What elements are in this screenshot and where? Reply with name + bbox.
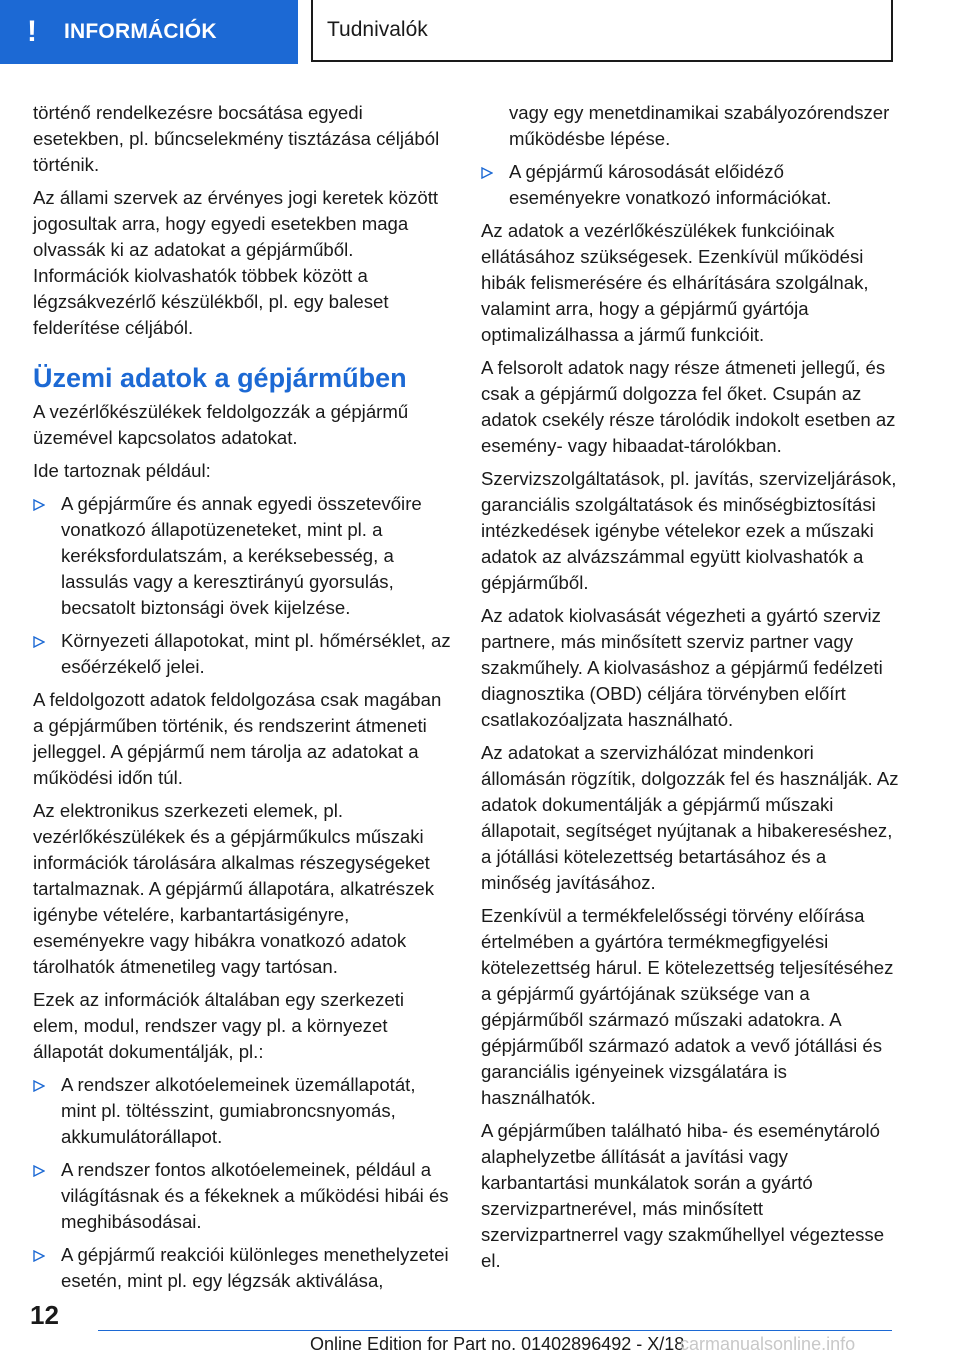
paragraph: történő rendelkezésre bocsátása egyedi esetekben, pl. bűncselekmény tisztázása céljából történik.: [33, 102, 440, 175]
paragraph: Az adatokat a szervizhálózat mindenkori állomásán rögzítik, dolgozzák fel és használják. Az adatok dokumentálják a gépjármű műszaki állapotait, segítséget nyújtanak a hibakereséshez, a jótállási kötelezettség betartásához és a minőség javításához.: [481, 742, 899, 893]
triangle-bullet-icon: [33, 1242, 61, 1294]
list-item: A gépjármű reakciói különleges menethelyzetei esetén, mint pl. egy légzsák aktiválása,: [33, 1242, 451, 1294]
list-item-continuation: vagy egy menetdinamikai szabályozórendszer működésbe lépése.: [509, 102, 890, 149]
paragraph: A felsorolt adatok nagy része átmeneti jellegű, és csak a gépjármű dolgozza fel őket. Csupán az adatok csekély része tárolódik indokolt esetben az esemény- vagy hibaadat-tárolókban.: [481, 357, 896, 456]
edition-text: Online Edition for Part no. 01402896492 - X/18: [310, 1334, 685, 1354]
paragraph: Az adatok a vezérlőkészülékek funkcióinak ellátásához szükségesek. Ezenkívül működési hibák felismerésére és elhárítására szolgálnak, valamint arra, hogy a gépjármű gyártója optimalizálhassa a jármű funkcióit.: [481, 220, 869, 345]
paragraph: A gépjárműben található hiba- és eseménytároló alaphelyzetbe állítását a javítási vagy karbantartási munkálatok során a gyártó szervizpartnerével, más minősített szervizpartnerrel vagy szakműhellyel végeztesse el.: [481, 1120, 885, 1271]
footer-divider: [98, 1330, 892, 1331]
triangle-bullet-icon: [33, 1072, 61, 1150]
paragraph: A feldolgozott adatok feldolgozása csak magában a gépjárműben történik, és rendszerint átmeneti jelleggel. A gépjármű nem tárolja az adatokat a működési időn túl.: [33, 689, 442, 788]
list-item: A gépjárműre és annak egyedi összetevőire vonatkozó állapotüzeneteket, mint pl. a keréksfordulatszám, a keréksebesség, a lassulás vagy a keresztirányú gyorsulás, becsatolt biztonsági övek kijelzése.: [33, 491, 451, 621]
triangle-bullet-icon: [33, 491, 61, 621]
paragraph: Ide tartoznak például:: [33, 460, 211, 481]
triangle-bullet-icon: [33, 1157, 61, 1235]
topic-title: Tudnivalók: [311, 0, 893, 62]
paragraph: A vezérlőkészülékek feldolgozzák a gépjármű üzemével kapcsolatos adatokat.: [33, 401, 409, 448]
list-item: A gépjármű károsodását előidéző eseményekre vonatkozó információkat.: [481, 159, 899, 211]
exclamation-icon: !: [27, 15, 37, 48]
left-column: [33, 100, 451, 1301]
right-column: [481, 100, 899, 1281]
paragraph: Szervizszolgáltatások, pl. javítás, szervizeljárások, garanciális szolgáltatások és minőségbiztosítási intézkedések igénybe vételekor ezek a műszaki adatok az alvázszámmal együtt kiolvashatók a gépjárműből.: [481, 468, 897, 593]
triangle-bullet-icon: [33, 628, 61, 680]
list-item: Környezeti állapotokat, mint pl. hőmérséklet, az esőérzékelő jelei.: [33, 628, 451, 680]
paragraph: Ezenkívül a termékfelelősségi törvény előírása értelmében a gyártóra termékmegfigyelési kötelezettség hárul. E kötelezettség teljesítéséhez a gépjármű gyártójának szüksége van a gépjárműből származó műszaki adatokra. A gépjárműből származó adatok a vevő jótállási és garanciális igényeinek vizsgálatára is használhatók.: [481, 905, 894, 1108]
paragraph: Az adatok kiolvasását végezheti a gyártó szerviz partnere, más minősített szerviz partner vagy szakműhely. A kiolvasáshoz a gépjármű fedélzeti diagnosztika (OBD) céljára törvényben előírt csatlakozóaljzata használható.: [481, 605, 883, 730]
watermark: carmanualsonline.info: [680, 1334, 856, 1354]
list-item: A rendszer fontos alkotóelemeinek, például a világításnak és a fékeknek a működési hibái és meghibásodásai.: [33, 1157, 451, 1235]
list-item: A rendszer alkotóelemeinek üzemállapotát, mint pl. töltésszint, gumiabroncsnyomás, akkumulátorállapot.: [33, 1072, 451, 1150]
paragraph: Az elektronikus szerkezeti elemek, pl. vezérlőkészülékek és a gépjárműkulcs műszaki információk tárolására alkalmas részegységeket tartalmaznak. A gépjármű állapotára, alkatrészek igénybe vételére, karbantartásigényre, eseményekre vagy hibákra vonatkozó adatok tárolhatók átmenetileg vagy tartósan.: [33, 800, 435, 977]
section-label: INFORMÁCIÓK: [64, 20, 217, 43]
triangle-bullet-icon: [481, 159, 509, 211]
page-number: 12: [30, 1300, 59, 1330]
section-tab: [0, 0, 298, 64]
paragraph: Az állami szervek az érvényes jogi keretek között jogosultak arra, hogy egyedi esetekben maga olvassák ki az adatokat a gépjárműből. Információk kiolvashatók többek között a légzsákvezérlő készülékből, pl. egy baleset felderítése céljából.: [33, 187, 439, 338]
paragraph: Ezek az információk általában egy szerkezeti elem, modul, rendszer vagy pl. a környezet állapotát dokumentálják, pl.:: [33, 989, 405, 1062]
section-heading: Üzemi adatok a gépjárműben: [33, 363, 407, 393]
